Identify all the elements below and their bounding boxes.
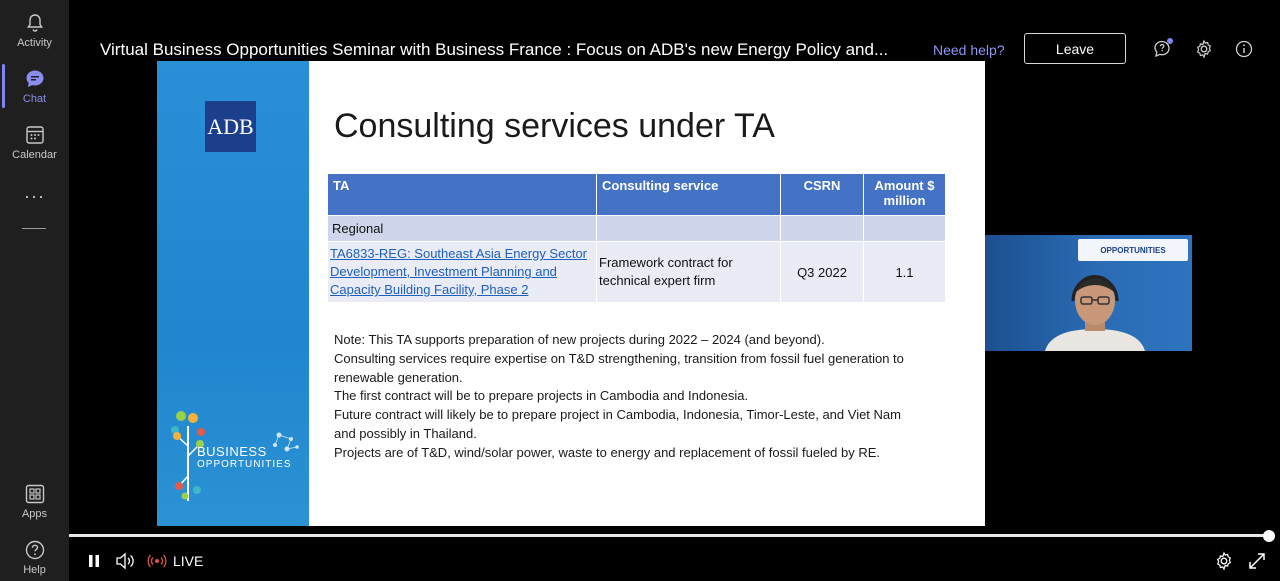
rail-item-help[interactable] (0, 539, 69, 576)
rail-label-apps: Apps (21, 508, 48, 520)
calendar-icon (24, 124, 46, 146)
presentation-slide (157, 61, 985, 526)
note-line: The first contract will be to prepare projects in Cambodia and Indonesia. (334, 388, 749, 404)
empty-cell (864, 216, 946, 242)
empty-cell (781, 216, 864, 242)
help-icon (24, 539, 46, 561)
info-button[interactable] (1233, 38, 1255, 60)
gear-icon (1214, 551, 1234, 571)
playback-settings-button[interactable] (1213, 550, 1235, 572)
rail-label-activity: Activity (17, 37, 52, 49)
leave-button[interactable]: Leave (1024, 33, 1126, 64)
chat-icon (24, 68, 46, 90)
rail-item-calendar[interactable] (0, 124, 69, 161)
rail-label-help: Help (23, 564, 46, 576)
ta-link[interactable]: TA6833-REG: Southeast Asia Energy Sector Development, Investment Planning and Capacity Building Facility, Phase 2 (330, 246, 588, 297)
note-line: Note: This TA supports preparation of new projects during 2022 – 2024 (and beyond). (334, 332, 825, 347)
rail-item-activity[interactable] (0, 12, 69, 49)
brand-line-1: BUSINESS (197, 444, 267, 459)
broadcast-icon (147, 554, 167, 568)
notification-dot (1167, 38, 1173, 44)
app-rail (0, 0, 69, 581)
rail-divider (22, 228, 46, 229)
more-apps-button[interactable]: ··· (24, 186, 45, 206)
speaker-icon (115, 552, 135, 570)
rail-label-calendar: Calendar (12, 149, 57, 161)
ta-cell (328, 242, 597, 303)
playback-progress-bar[interactable] (69, 534, 1269, 537)
note-line: Future contract will likely be to prepare project in Cambodia, Indonesia, Timor-Leste, and Viet Nam and possibly in Thailand. (334, 407, 901, 441)
gear-icon (1194, 39, 1214, 59)
col-header-amount: Amount $ million (864, 174, 946, 216)
slide-notes (334, 331, 924, 463)
video-banner: OPPORTUNITIES (1078, 239, 1188, 261)
info-icon (1234, 39, 1254, 59)
slide-sidebar (157, 61, 309, 526)
qa-button[interactable] (1151, 38, 1173, 60)
expand-icon (1248, 552, 1266, 570)
empty-cell (597, 216, 781, 242)
rail-item-chat[interactable] (0, 68, 69, 105)
rail-label-chat: Chat (22, 93, 47, 105)
progress-handle[interactable] (1263, 530, 1275, 542)
live-indicator (147, 550, 167, 572)
presenter-video (985, 235, 1192, 351)
group-label: Regional (328, 216, 597, 242)
live-label: LIVE (173, 553, 204, 569)
col-header-ta: TA (328, 174, 597, 216)
brand-line-2: OPPORTUNITIES (197, 459, 292, 470)
meeting-title: Virtual Business Opportunities Seminar with Business France : Focus on ADB's new Energy Policy and... (100, 40, 889, 59)
note-line: Consulting services require expertise on T&D strengthening, transition from fossil fuel generation to renewable generation. (334, 350, 904, 385)
bell-icon (24, 12, 46, 34)
slide-title: Consulting services under TA (334, 107, 775, 145)
fullscreen-button[interactable] (1246, 550, 1268, 572)
need-help-link[interactable]: Need help? (933, 42, 1005, 58)
service-cell: Framework contract for technical expert firm (597, 242, 781, 303)
amount-cell: 1.1 (864, 242, 946, 303)
col-header-service: Consulting service (597, 174, 781, 216)
adb-logo: ADB (205, 101, 256, 152)
table-group-row (328, 216, 946, 242)
table-row (328, 242, 946, 303)
note-line: Projects are of T&D, wind/solar power, waste to energy and replacement of fossil fueled by RE. (334, 444, 881, 460)
volume-button[interactable] (114, 550, 136, 572)
col-header-csrn: CSRN (781, 174, 864, 216)
rail-item-apps[interactable] (0, 483, 69, 520)
consulting-services-table (327, 173, 946, 303)
presenter-silhouette-icon (1045, 271, 1145, 351)
apps-icon (24, 483, 46, 505)
settings-button[interactable] (1193, 38, 1215, 60)
pause-button[interactable] (84, 550, 104, 572)
business-opportunities-brand (197, 445, 292, 471)
csrn-cell: Q3 2022 (781, 242, 864, 303)
pause-icon (87, 554, 101, 568)
